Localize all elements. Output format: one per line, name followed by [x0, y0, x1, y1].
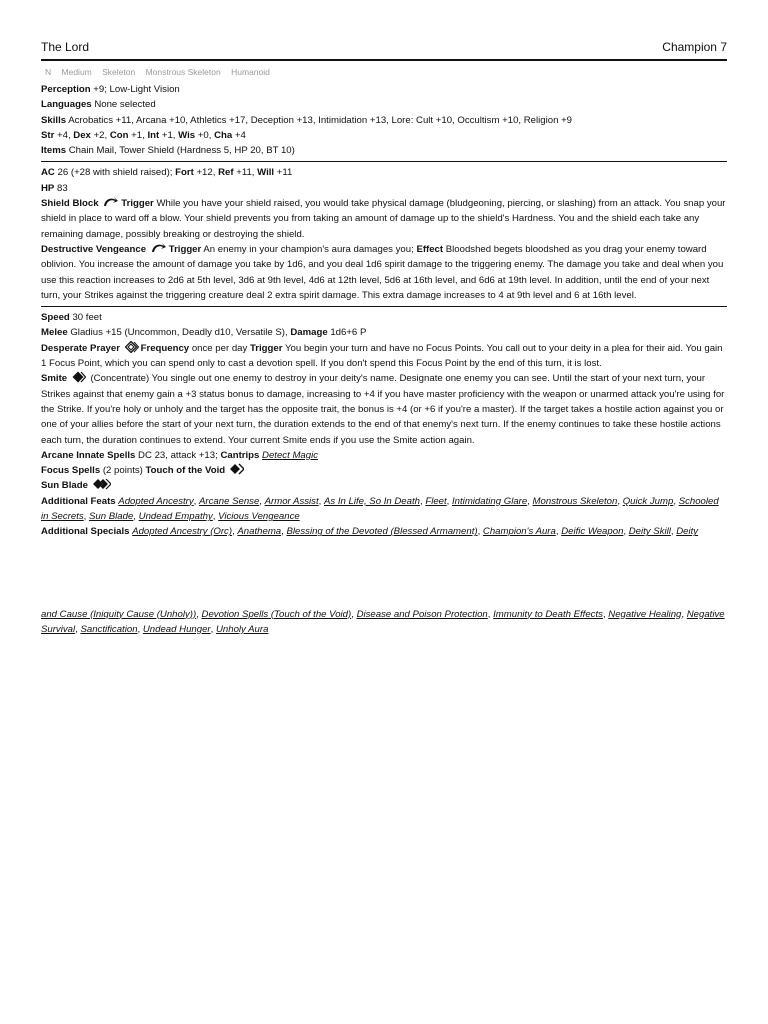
additional-specials-line: Additional Specials Adopted Ancestry (Orc), Anathema, Blessing of the Devoted (Blessed Armament), Champion's Aura, Deific Weapon, Deity Skill, Deity	[41, 526, 699, 538]
one-action-icon	[72, 371, 86, 383]
title-row	[41, 40, 727, 58]
feat-link[interactable]: As In Life, So In Death	[323, 495, 420, 507]
special-link[interactable]: and Cause (Iniquity Cause (Unholy))	[41, 608, 197, 620]
feat-link[interactable]: Intimidating Glare	[452, 495, 528, 507]
smite-ability: Smite (Concentrate) You single out one enemy to destroy in your deity's name. Designate one enemy you can see. Until the start of your next turn, your Strikes against that enemy gain a +3 status bonus to damage, increasing to +4 if you have master proficiency with the weapon or unarmed attack you're using for the Strike. If you're holy or unholy and the target has the opposite trait, the bonus is +4 (or +6 if you're a master). If the target takes a hostile action against you or one of your allies before the start of your next turn, the duration extends to the end of that enemy's next turn. If the enemy continues to take these hostile actions each turn, the duration continues to extend. Your current Smite ends if you use the Smite action again.	[41, 373, 725, 446]
special-link[interactable]: Deity Skill	[628, 526, 671, 538]
special-link[interactable]: Unholy Aura	[215, 623, 269, 635]
two-action-icon	[230, 463, 244, 475]
reaction-icon	[103, 196, 119, 208]
special-link[interactable]: Sanctification	[80, 623, 138, 635]
trait-tag: Monstrous Skeleton	[145, 67, 221, 77]
ability-name: Destructive Vengeance	[41, 243, 147, 255]
trait-tag: Medium	[61, 67, 92, 77]
trait-tag: Skeleton	[102, 67, 136, 77]
special-link[interactable]: Anathema	[237, 526, 282, 538]
feat-link[interactable]: Undead Empathy	[138, 511, 213, 523]
special-link[interactable]: Undead Hunger	[142, 623, 211, 635]
special-link[interactable]: Adopted Ancestry (Orc)	[132, 526, 233, 538]
ability-name: Desperate Prayer	[41, 342, 120, 354]
free-action-icon	[125, 341, 139, 353]
creature-level: Champion 7	[662, 40, 727, 54]
special-link[interactable]: Blessing of the Devoted (Blessed Armament)	[286, 526, 478, 538]
feat-link[interactable]: Vicious Vengeance	[218, 511, 300, 523]
ability-name: Smite	[41, 373, 68, 385]
creature-name: The Lord	[41, 40, 90, 54]
defense-line: AC 26 (+28 with shield raised); Fort +12, Ref +11, Will +11	[41, 167, 293, 179]
feat-link[interactable]: Fleet	[425, 495, 447, 507]
trait-tag: Humanoid	[231, 67, 270, 77]
shield-block-ability: Shield Block Trigger While you have your shield raised, you would take physical damage (bludgeoning, piercing, or slashing) from an attack. You snap your shield in place to ward off a blow. Your shield prevents you from taking an amount of damage up to the shield's Hardness. You and the shield each take any remaining damage, possibly breaking or destroying the shield.	[41, 198, 726, 240]
ability-scores-line: Str +4, Dex +2, Con +1, Int +1, Wis +0, Cha +4	[41, 129, 246, 141]
skills-line: Skills Acrobatics +11, Arcana +10, Athletics +17, Deception +13, Intimidation +13, Lore: Cult +10, Occultism +10, Religion +9	[41, 114, 573, 126]
desperate-prayer-ability: Desperate Prayer Frequency once per day Trigger You begin your turn and have no Focus Points. You call out to your deity in a plea for their aid. You gain 1 Focus Point, which you can spend only to cast a devotion spell. If you don't spend this Focus Point by the end of this turn, it is lost.	[41, 342, 723, 370]
focus-spells-line: Focus Spells (2 points) Touch of the Void	[41, 463, 727, 478]
hp-line: HP 83	[41, 182, 68, 194]
spell-link[interactable]: Detect Magic	[262, 449, 319, 461]
special-link[interactable]: Deific Weapon	[561, 526, 624, 538]
feat-link[interactable]: Schooled in Secrets	[41, 495, 719, 523]
perception-line: Perception +9; Low-Light Vision	[41, 84, 180, 95]
page-break-gap	[41, 540, 727, 607]
additional-specials-continued: and Cause (Iniquity Cause (Unholy)), Devotion Spells (Touch of the Void), Disease and Poison Protection, Immunity to Death Effects, Negative Healing, Negative Survival, Sanctification, Undead Hunger, Unholy Aura	[41, 608, 725, 635]
special-link[interactable]: Negative Survival	[41, 608, 725, 635]
trait-tag: N	[45, 67, 52, 77]
arcane-innate-spells-line: Arcane Innate Spells DC 23, attack +13; Cantrips Detect Magic	[41, 449, 319, 461]
sun-blade-line: Sun Blade	[41, 478, 727, 493]
melee-line: Melee Gladius +15 (Uncommon, Deadly d10, Versatile S), Damage 1d6+6 P	[41, 327, 367, 339]
additional-feats-line: Additional Feats Adopted Ancestry, Arcane Sense, Armor Assist, As In Life, So In Death, Fleet, Intimidating Glare, Monstrous Skeleton, Quick Jump, Schooled in Secrets, Sun Blade, Undead Empathy, Vicious Vengeance	[41, 495, 719, 523]
reaction-icon	[151, 242, 167, 254]
special-link[interactable]: Deity	[676, 526, 699, 538]
two-action-icon	[93, 478, 111, 490]
feat-link[interactable]: Arcane Sense	[199, 495, 260, 507]
section-divider	[41, 306, 727, 307]
special-link[interactable]: Devotion Spells (Touch of the Void)	[201, 608, 352, 620]
stat-block	[41, 40, 727, 637]
items-line: Items Chain Mail, Tower Shield (Hardness 5, HP 20, BT 10)	[41, 145, 295, 157]
feat-link[interactable]: Adopted Ancestry	[118, 495, 194, 507]
destructive-vengeance-ability: Destructive Vengeance Trigger An enemy in your champion's aura damages you; Effect Bloodshed begets bloodshed as you drag your enemy toward oblivion. You increase the amount of damage you take by 1d6, and you deal 1d6 spirit damage to the triggering enemy. The damage you take and deal when you use this reaction increases to 2d6 at 5th level, 3d6 at 9th level, 4d6 at 12th level, 5d6 at 16th level, and 6d6 at 19th level. In addition, until the end of your next turn, your Strikes against the triggering creature deal 2 extra spirit damage. This extra damage increases to 4 at 9th level and 6 at 16th level.	[41, 243, 724, 301]
feat-link[interactable]: Monstrous Skeleton	[532, 495, 618, 507]
trait-list	[41, 61, 727, 82]
ability-name: Shield Block	[41, 198, 99, 210]
feat-link[interactable]: Armor Assist	[264, 495, 319, 507]
speed-line: Speed 30 feet	[41, 312, 102, 324]
feat-link[interactable]: Quick Jump	[622, 495, 674, 507]
section-divider	[41, 161, 727, 162]
feat-link[interactable]: Sun Blade	[89, 511, 134, 523]
special-link[interactable]: Immunity to Death Effects	[493, 608, 603, 620]
special-link[interactable]: Champion's Aura	[482, 526, 556, 538]
special-link[interactable]: Disease and Poison Protection	[356, 608, 488, 620]
languages-line: Languages None selected	[41, 99, 156, 111]
special-link[interactable]: Negative Healing	[608, 608, 682, 620]
